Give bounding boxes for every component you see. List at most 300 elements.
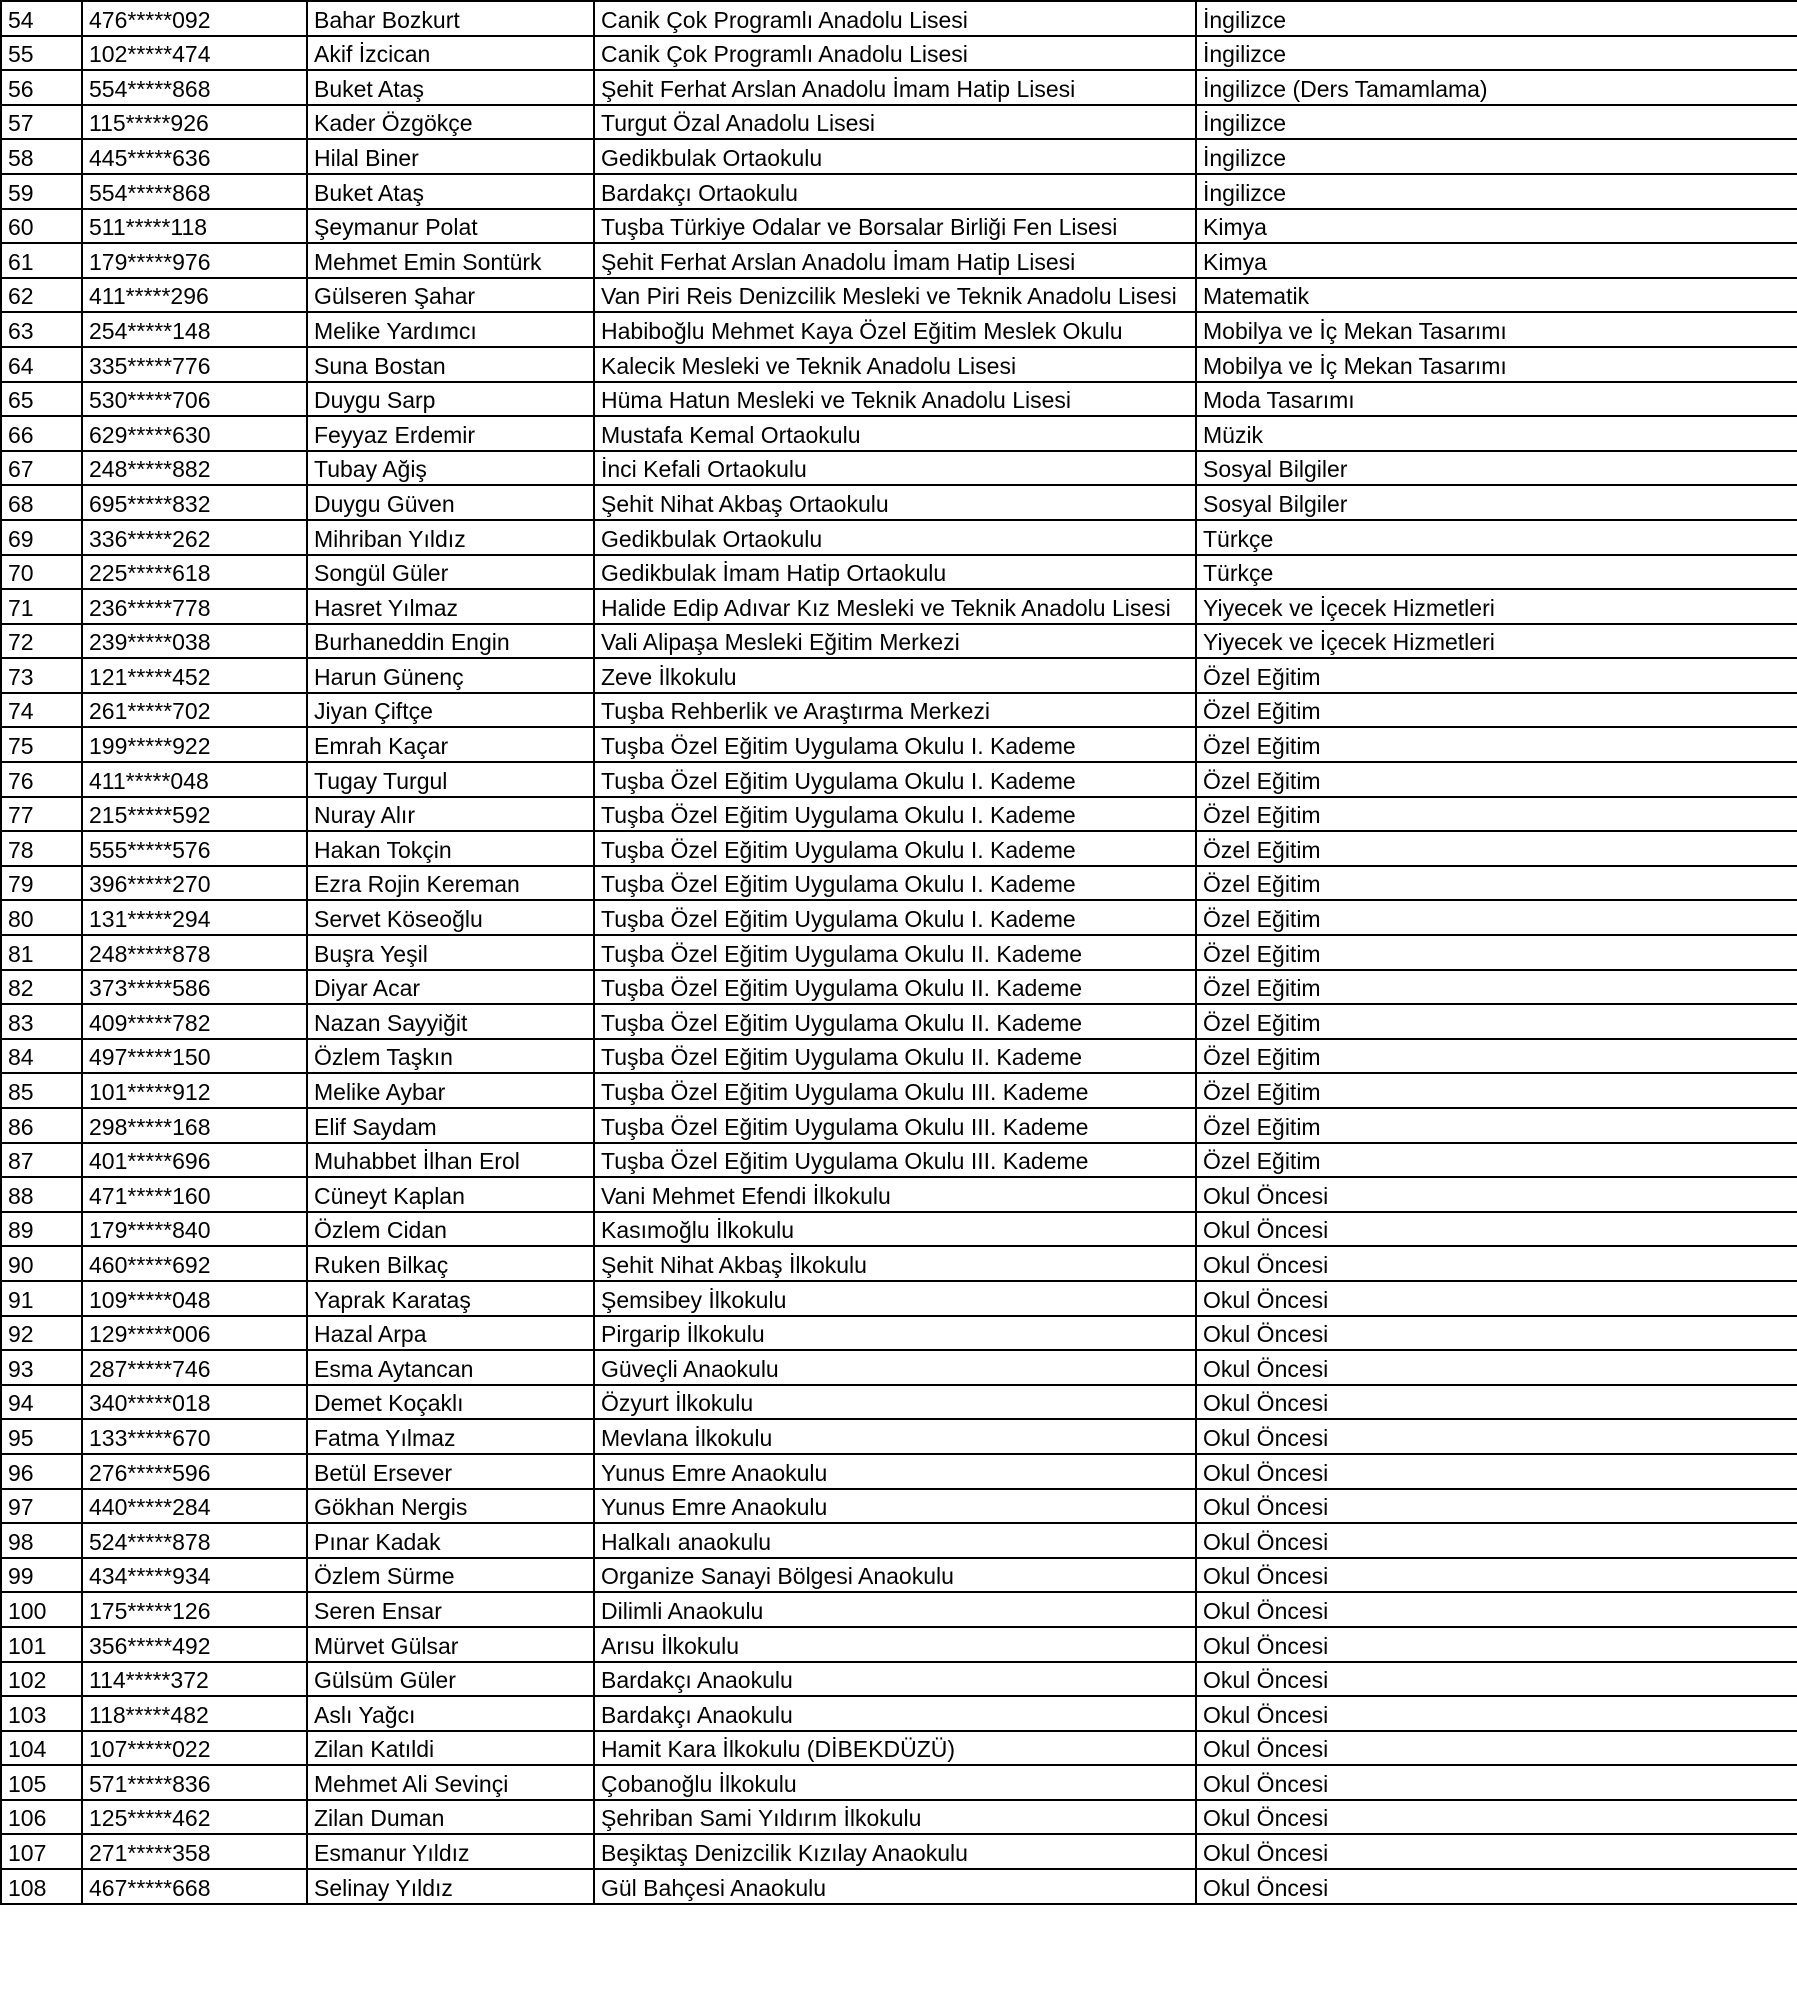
table-row <box>1 1177 1797 1212</box>
name-cell: Özlem Cidan <box>307 1212 594 1247</box>
row-number-cell: 73 <box>1 658 82 693</box>
id-number-cell: 287*****746 <box>82 1350 307 1385</box>
branch-cell: Okul Öncesi <box>1196 1489 1797 1524</box>
table-row <box>1 278 1797 313</box>
branch-cell: Özel Eğitim <box>1196 658 1797 693</box>
row-number-cell: 96 <box>1 1454 82 1489</box>
branch-cell: Kimya <box>1196 243 1797 278</box>
table-row <box>1 624 1797 659</box>
table-row <box>1 243 1797 278</box>
row-number-cell: 84 <box>1 1039 82 1074</box>
name-cell: Betül Ersever <box>307 1454 594 1489</box>
id-number-cell: 248*****878 <box>82 935 307 970</box>
school-cell: Tuşba Özel Eğitim Uygulama Okulu III. Kademe <box>594 1073 1196 1108</box>
table-row <box>1 105 1797 140</box>
school-cell: Hamit Kara İlkokulu (DİBEKDÜZÜ) <box>594 1731 1196 1766</box>
name-cell: Tubay Ağiş <box>307 451 594 486</box>
school-cell: Bardakçı Anaokulu <box>594 1696 1196 1731</box>
table-row <box>1 1454 1797 1489</box>
row-number-cell: 97 <box>1 1489 82 1524</box>
school-cell: Tuşba Özel Eğitim Uygulama Okulu I. Kademe <box>594 727 1196 762</box>
id-number-cell: 555*****576 <box>82 831 307 866</box>
branch-cell: Okul Öncesi <box>1196 1696 1797 1731</box>
row-number-cell: 92 <box>1 1316 82 1351</box>
branch-cell: Okul Öncesi <box>1196 1662 1797 1697</box>
id-number-cell: 215*****592 <box>82 797 307 832</box>
school-cell: Tuşba Özel Eğitim Uygulama Okulu I. Kademe <box>594 797 1196 832</box>
table-row <box>1 589 1797 624</box>
id-number-cell: 524*****878 <box>82 1523 307 1558</box>
table-row <box>1 1731 1797 1766</box>
name-cell: Emrah Kaçar <box>307 727 594 762</box>
name-cell: Buşra Yeşil <box>307 935 594 970</box>
table-row <box>1 1212 1797 1247</box>
table-row <box>1 935 1797 970</box>
branch-cell: Sosyal Bilgiler <box>1196 485 1797 520</box>
id-number-cell: 497*****150 <box>82 1039 307 1074</box>
id-number-cell: 373*****586 <box>82 970 307 1005</box>
id-number-cell: 411*****048 <box>82 762 307 797</box>
id-number-cell: 401*****696 <box>82 1143 307 1178</box>
school-cell: Tuşba Özel Eğitim Uygulama Okulu I. Kademe <box>594 831 1196 866</box>
name-cell: Feyyaz Erdemir <box>307 416 594 451</box>
name-cell: Özlem Taşkın <box>307 1039 594 1074</box>
name-cell: Akif İzcican <box>307 36 594 71</box>
school-cell: Tuşba Özel Eğitim Uygulama Okulu I. Kademe <box>594 762 1196 797</box>
table-row <box>1 1073 1797 1108</box>
school-cell: Tuşba Özel Eğitim Uygulama Okulu II. Kademe <box>594 1004 1196 1039</box>
table-row <box>1 1419 1797 1454</box>
name-cell: Demet Koçaklı <box>307 1385 594 1420</box>
id-number-cell: 175*****126 <box>82 1592 307 1627</box>
row-number-cell: 101 <box>1 1627 82 1662</box>
table-row <box>1 485 1797 520</box>
table-row <box>1 1800 1797 1835</box>
branch-cell: Müzik <box>1196 416 1797 451</box>
branch-cell: İngilizce <box>1196 139 1797 174</box>
school-cell: Gedikbulak Ortaokulu <box>594 520 1196 555</box>
name-cell: Burhaneddin Engin <box>307 624 594 659</box>
name-cell: Zilan Katıldi <box>307 1731 594 1766</box>
school-cell: Tuşba Özel Eğitim Uygulama Okulu I. Kademe <box>594 866 1196 901</box>
branch-cell: Özel Eğitim <box>1196 693 1797 728</box>
id-number-cell: 118*****482 <box>82 1696 307 1731</box>
branch-cell: İngilizce <box>1196 1 1797 36</box>
name-cell: Nuray Alır <box>307 797 594 832</box>
id-number-cell: 114*****372 <box>82 1662 307 1697</box>
row-number-cell: 60 <box>1 209 82 244</box>
name-cell: Songül Güler <box>307 555 594 590</box>
school-cell: Hüma Hatun Mesleki ve Teknik Anadolu Lisesi <box>594 382 1196 417</box>
name-cell: Melike Yardımcı <box>307 312 594 347</box>
name-cell: Cüneyt Kaplan <box>307 1177 594 1212</box>
row-number-cell: 64 <box>1 347 82 382</box>
name-cell: Selinay Yıldız <box>307 1869 594 1904</box>
id-number-cell: 434*****934 <box>82 1558 307 1593</box>
school-cell: Gül Bahçesi Anaokulu <box>594 1869 1196 1904</box>
branch-cell: Okul Öncesi <box>1196 1834 1797 1869</box>
school-cell: Van Piri Reis Denizcilik Mesleki ve Teknik Anadolu Lisesi <box>594 278 1196 313</box>
id-number-cell: 101*****912 <box>82 1073 307 1108</box>
id-number-cell: 121*****452 <box>82 658 307 693</box>
name-cell: Esmanur Yıldız <box>307 1834 594 1869</box>
school-cell: Tuşba Türkiye Odalar ve Borsalar Birliği Fen Lisesi <box>594 209 1196 244</box>
branch-cell: Matematik <box>1196 278 1797 313</box>
id-number-cell: 133*****670 <box>82 1419 307 1454</box>
school-cell: Vali Alipaşa Mesleki Eğitim Merkezi <box>594 624 1196 659</box>
branch-cell: Okul Öncesi <box>1196 1281 1797 1316</box>
school-cell: Organize Sanayi Bölgesi Anaokulu <box>594 1558 1196 1593</box>
school-cell: Şehit Nihat Akbaş Ortaokulu <box>594 485 1196 520</box>
name-cell: Hakan Tokçin <box>307 831 594 866</box>
name-cell: Ruken Bilkaç <box>307 1246 594 1281</box>
table-row <box>1 900 1797 935</box>
name-cell: Nazan Sayyiğit <box>307 1004 594 1039</box>
table-row <box>1 762 1797 797</box>
name-cell: Duygu Güven <box>307 485 594 520</box>
name-cell: Kader Özgökçe <box>307 105 594 140</box>
school-cell: Tuşba Özel Eğitim Uygulama Okulu II. Kademe <box>594 935 1196 970</box>
branch-cell: Özel Eğitim <box>1196 935 1797 970</box>
table-row <box>1 347 1797 382</box>
id-number-cell: 396*****270 <box>82 866 307 901</box>
branch-cell: Moda Tasarımı <box>1196 382 1797 417</box>
school-cell: Özyurt İlkokulu <box>594 1385 1196 1420</box>
branch-cell: Özel Eğitim <box>1196 970 1797 1005</box>
row-number-cell: 78 <box>1 831 82 866</box>
school-cell: Turgut Özal Anadolu Lisesi <box>594 105 1196 140</box>
school-cell: Yunus Emre Anaokulu <box>594 1489 1196 1524</box>
branch-cell: Okul Öncesi <box>1196 1454 1797 1489</box>
id-number-cell: 467*****668 <box>82 1869 307 1904</box>
id-number-cell: 460*****692 <box>82 1246 307 1281</box>
branch-cell: Okul Öncesi <box>1196 1627 1797 1662</box>
name-cell: Suna Bostan <box>307 347 594 382</box>
name-cell: Buket Ataş <box>307 174 594 209</box>
school-cell: Tuşba Özel Eğitim Uygulama Okulu II. Kademe <box>594 970 1196 1005</box>
table-row <box>1 312 1797 347</box>
table-row <box>1 1143 1797 1178</box>
row-number-cell: 94 <box>1 1385 82 1420</box>
table-row <box>1 1558 1797 1593</box>
row-number-cell: 107 <box>1 1834 82 1869</box>
id-number-cell: 476*****092 <box>82 1 307 36</box>
school-cell: Tuşba Özel Eğitim Uygulama Okulu III. Kademe <box>594 1143 1196 1178</box>
school-cell: Halkalı anaokulu <box>594 1523 1196 1558</box>
row-number-cell: 100 <box>1 1592 82 1627</box>
branch-cell: Türkçe <box>1196 555 1797 590</box>
row-number-cell: 70 <box>1 555 82 590</box>
table-row <box>1 174 1797 209</box>
id-number-cell: 125*****462 <box>82 1800 307 1835</box>
id-number-cell: 511*****118 <box>82 209 307 244</box>
id-number-cell: 356*****492 <box>82 1627 307 1662</box>
table-row <box>1 1316 1797 1351</box>
row-number-cell: 75 <box>1 727 82 762</box>
row-number-cell: 71 <box>1 589 82 624</box>
row-number-cell: 56 <box>1 70 82 105</box>
school-cell: Habiboğlu Mehmet Kaya Özel Eğitim Meslek Okulu <box>594 312 1196 347</box>
id-number-cell: 236*****778 <box>82 589 307 624</box>
school-cell: Şehit Nihat Akbaş İlkokulu <box>594 1246 1196 1281</box>
row-number-cell: 68 <box>1 485 82 520</box>
school-cell: Mustafa Kemal Ortaokulu <box>594 416 1196 451</box>
name-cell: Ezra Rojin Kereman <box>307 866 594 901</box>
row-number-cell: 90 <box>1 1246 82 1281</box>
name-cell: Buket Ataş <box>307 70 594 105</box>
table-row <box>1 970 1797 1005</box>
id-number-cell: 335*****776 <box>82 347 307 382</box>
table-row <box>1 1246 1797 1281</box>
row-number-cell: 108 <box>1 1869 82 1904</box>
table-row <box>1 1834 1797 1869</box>
branch-cell: Okul Öncesi <box>1196 1869 1797 1904</box>
name-cell: Mürvet Gülsar <box>307 1627 594 1662</box>
branch-cell: Özel Eğitim <box>1196 762 1797 797</box>
id-number-cell: 409*****782 <box>82 1004 307 1039</box>
school-cell: Zeve İlkokulu <box>594 658 1196 693</box>
row-number-cell: 80 <box>1 900 82 935</box>
table-row <box>1 1489 1797 1524</box>
table-row <box>1 1281 1797 1316</box>
id-number-cell: 336*****262 <box>82 520 307 555</box>
school-cell: Kalecik Mesleki ve Teknik Anadolu Lisesi <box>594 347 1196 382</box>
name-cell: Yaprak Karataş <box>307 1281 594 1316</box>
school-cell: Halide Edip Adıvar Kız Mesleki ve Teknik Anadolu Lisesi <box>594 589 1196 624</box>
branch-cell: Yiyecek ve İçecek Hizmetleri <box>1196 589 1797 624</box>
row-number-cell: 98 <box>1 1523 82 1558</box>
school-cell: Mevlana İlkokulu <box>594 1419 1196 1454</box>
id-number-cell: 239*****038 <box>82 624 307 659</box>
branch-cell: Özel Eğitim <box>1196 1108 1797 1143</box>
id-number-cell: 199*****922 <box>82 727 307 762</box>
id-number-cell: 695*****832 <box>82 485 307 520</box>
id-number-cell: 271*****358 <box>82 1834 307 1869</box>
school-cell: Şehit Ferhat Arslan Anadolu İmam Hatip Lisesi <box>594 243 1196 278</box>
table-row <box>1 797 1797 832</box>
school-cell: Bardakçı Anaokulu <box>594 1662 1196 1697</box>
row-number-cell: 106 <box>1 1800 82 1835</box>
id-number-cell: 629*****630 <box>82 416 307 451</box>
row-number-cell: 95 <box>1 1419 82 1454</box>
branch-cell: Özel Eğitim <box>1196 797 1797 832</box>
name-cell: Hilal Biner <box>307 139 594 174</box>
branch-cell: Özel Eğitim <box>1196 1143 1797 1178</box>
id-number-cell: 554*****868 <box>82 70 307 105</box>
table-row <box>1 1523 1797 1558</box>
row-number-cell: 105 <box>1 1765 82 1800</box>
id-number-cell: 248*****882 <box>82 451 307 486</box>
id-number-cell: 225*****618 <box>82 555 307 590</box>
row-number-cell: 63 <box>1 312 82 347</box>
branch-cell: İngilizce <box>1196 174 1797 209</box>
school-cell: Dilimli Anaokulu <box>594 1592 1196 1627</box>
table-row <box>1 693 1797 728</box>
school-cell: Kasımoğlu İlkokulu <box>594 1212 1196 1247</box>
row-number-cell: 81 <box>1 935 82 970</box>
school-cell: Güveçli Anaokulu <box>594 1350 1196 1385</box>
id-number-cell: 261*****702 <box>82 693 307 728</box>
branch-cell: Okul Öncesi <box>1196 1523 1797 1558</box>
school-cell: Tuşba Özel Eğitim Uygulama Okulu I. Kademe <box>594 900 1196 935</box>
table-row <box>1 36 1797 71</box>
name-cell: Tugay Turgul <box>307 762 594 797</box>
id-number-cell: 131*****294 <box>82 900 307 935</box>
school-cell: Yunus Emre Anaokulu <box>594 1454 1196 1489</box>
row-number-cell: 61 <box>1 243 82 278</box>
row-number-cell: 104 <box>1 1731 82 1766</box>
table-row <box>1 1592 1797 1627</box>
table-row <box>1 658 1797 693</box>
name-cell: Özlem Sürme <box>307 1558 594 1593</box>
id-number-cell: 107*****022 <box>82 1731 307 1766</box>
name-cell: Pınar Kadak <box>307 1523 594 1558</box>
branch-cell: Sosyal Bilgiler <box>1196 451 1797 486</box>
branch-cell: Okul Öncesi <box>1196 1177 1797 1212</box>
table-row <box>1 382 1797 417</box>
branch-cell: Yiyecek ve İçecek Hizmetleri <box>1196 624 1797 659</box>
row-number-cell: 67 <box>1 451 82 486</box>
id-number-cell: 276*****596 <box>82 1454 307 1489</box>
id-number-cell: 179*****840 <box>82 1212 307 1247</box>
name-cell: Duygu Sarp <box>307 382 594 417</box>
name-cell: Hazal Arpa <box>307 1316 594 1351</box>
branch-cell: İngilizce <box>1196 36 1797 71</box>
row-number-cell: 89 <box>1 1212 82 1247</box>
table-body <box>1 1 1797 1904</box>
branch-cell: İngilizce (Ders Tamamlama) <box>1196 70 1797 105</box>
table-row <box>1 209 1797 244</box>
table-row <box>1 727 1797 762</box>
id-number-cell: 471*****160 <box>82 1177 307 1212</box>
table-row <box>1 1039 1797 1074</box>
school-cell: Vani Mehmet Efendi İlkokulu <box>594 1177 1196 1212</box>
branch-cell: Özel Eğitim <box>1196 1073 1797 1108</box>
branch-cell: Özel Eğitim <box>1196 1039 1797 1074</box>
table-row <box>1 1627 1797 1662</box>
school-cell: Arısu İlkokulu <box>594 1627 1196 1662</box>
row-number-cell: 76 <box>1 762 82 797</box>
table-row <box>1 1765 1797 1800</box>
school-cell: İnci Kefali Ortaokulu <box>594 451 1196 486</box>
name-cell: Aslı Yağcı <box>307 1696 594 1731</box>
school-cell: Beşiktaş Denizcilik Kızılay Anaokulu <box>594 1834 1196 1869</box>
id-number-cell: 411*****296 <box>82 278 307 313</box>
branch-cell: Okul Öncesi <box>1196 1731 1797 1766</box>
row-number-cell: 88 <box>1 1177 82 1212</box>
branch-cell: İngilizce <box>1196 105 1797 140</box>
name-cell: Jiyan Çiftçe <box>307 693 594 728</box>
row-number-cell: 83 <box>1 1004 82 1039</box>
table-row <box>1 1108 1797 1143</box>
table-row <box>1 451 1797 486</box>
school-cell: Şemsibey İlkokulu <box>594 1281 1196 1316</box>
table-row <box>1 1350 1797 1385</box>
school-cell: Tuşba Rehberlik ve Araştırma Merkezi <box>594 693 1196 728</box>
id-number-cell: 571*****836 <box>82 1765 307 1800</box>
row-number-cell: 77 <box>1 797 82 832</box>
row-number-cell: 79 <box>1 866 82 901</box>
name-cell: Gülsüm Güler <box>307 1662 594 1697</box>
school-cell: Canik Çok Programlı Anadolu Lisesi <box>594 1 1196 36</box>
row-number-cell: 69 <box>1 520 82 555</box>
id-number-cell: 440*****284 <box>82 1489 307 1524</box>
row-number-cell: 82 <box>1 970 82 1005</box>
row-number-cell: 62 <box>1 278 82 313</box>
school-cell: Gedikbulak İmam Hatip Ortaokulu <box>594 555 1196 590</box>
name-cell: Şeymanur Polat <box>307 209 594 244</box>
name-cell: Muhabbet İlhan Erol <box>307 1143 594 1178</box>
table-row <box>1 1 1797 36</box>
school-cell: Tuşba Özel Eğitim Uygulama Okulu III. Kademe <box>594 1108 1196 1143</box>
row-number-cell: 57 <box>1 105 82 140</box>
name-cell: Mehmet Emin Sontürk <box>307 243 594 278</box>
branch-cell: Kimya <box>1196 209 1797 244</box>
id-number-cell: 102*****474 <box>82 36 307 71</box>
row-number-cell: 54 <box>1 1 82 36</box>
name-cell: Seren Ensar <box>307 1592 594 1627</box>
table-row <box>1 555 1797 590</box>
id-number-cell: 554*****868 <box>82 174 307 209</box>
row-number-cell: 58 <box>1 139 82 174</box>
table-row <box>1 1004 1797 1039</box>
table-row <box>1 70 1797 105</box>
row-number-cell: 74 <box>1 693 82 728</box>
row-number-cell: 91 <box>1 1281 82 1316</box>
table-row <box>1 831 1797 866</box>
row-number-cell: 86 <box>1 1108 82 1143</box>
id-number-cell: 254*****148 <box>82 312 307 347</box>
table-row <box>1 1662 1797 1697</box>
id-number-cell: 530*****706 <box>82 382 307 417</box>
table-row <box>1 866 1797 901</box>
name-cell: Harun Günenç <box>307 658 594 693</box>
school-cell: Canik Çok Programlı Anadolu Lisesi <box>594 36 1196 71</box>
name-cell: Servet Köseoğlu <box>307 900 594 935</box>
table-row <box>1 416 1797 451</box>
name-cell: Diyar Acar <box>307 970 594 1005</box>
school-cell: Çobanoğlu İlkokulu <box>594 1765 1196 1800</box>
branch-cell: Mobilya ve İç Mekan Tasarımı <box>1196 312 1797 347</box>
branch-cell: Özel Eğitim <box>1196 900 1797 935</box>
branch-cell: Okul Öncesi <box>1196 1246 1797 1281</box>
row-number-cell: 103 <box>1 1696 82 1731</box>
branch-cell: Özel Eğitim <box>1196 727 1797 762</box>
table-row <box>1 139 1797 174</box>
name-cell: Melike Aybar <box>307 1073 594 1108</box>
row-number-cell: 85 <box>1 1073 82 1108</box>
table-row <box>1 1869 1797 1904</box>
branch-cell: Okul Öncesi <box>1196 1765 1797 1800</box>
branch-cell: Okul Öncesi <box>1196 1558 1797 1593</box>
name-cell: Gülseren Şahar <box>307 278 594 313</box>
row-number-cell: 55 <box>1 36 82 71</box>
id-number-cell: 179*****976 <box>82 243 307 278</box>
school-cell: Pirgarip İlkokulu <box>594 1316 1196 1351</box>
table-row <box>1 1696 1797 1731</box>
id-number-cell: 109*****048 <box>82 1281 307 1316</box>
row-number-cell: 102 <box>1 1662 82 1697</box>
branch-cell: Özel Eğitim <box>1196 866 1797 901</box>
row-number-cell: 87 <box>1 1143 82 1178</box>
id-number-cell: 340*****018 <box>82 1385 307 1420</box>
row-number-cell: 93 <box>1 1350 82 1385</box>
name-cell: Hasret Yılmaz <box>307 589 594 624</box>
school-cell: Tuşba Özel Eğitim Uygulama Okulu II. Kademe <box>594 1039 1196 1074</box>
id-number-cell: 115*****926 <box>82 105 307 140</box>
row-number-cell: 65 <box>1 382 82 417</box>
name-cell: Gökhan Nergis <box>307 1489 594 1524</box>
